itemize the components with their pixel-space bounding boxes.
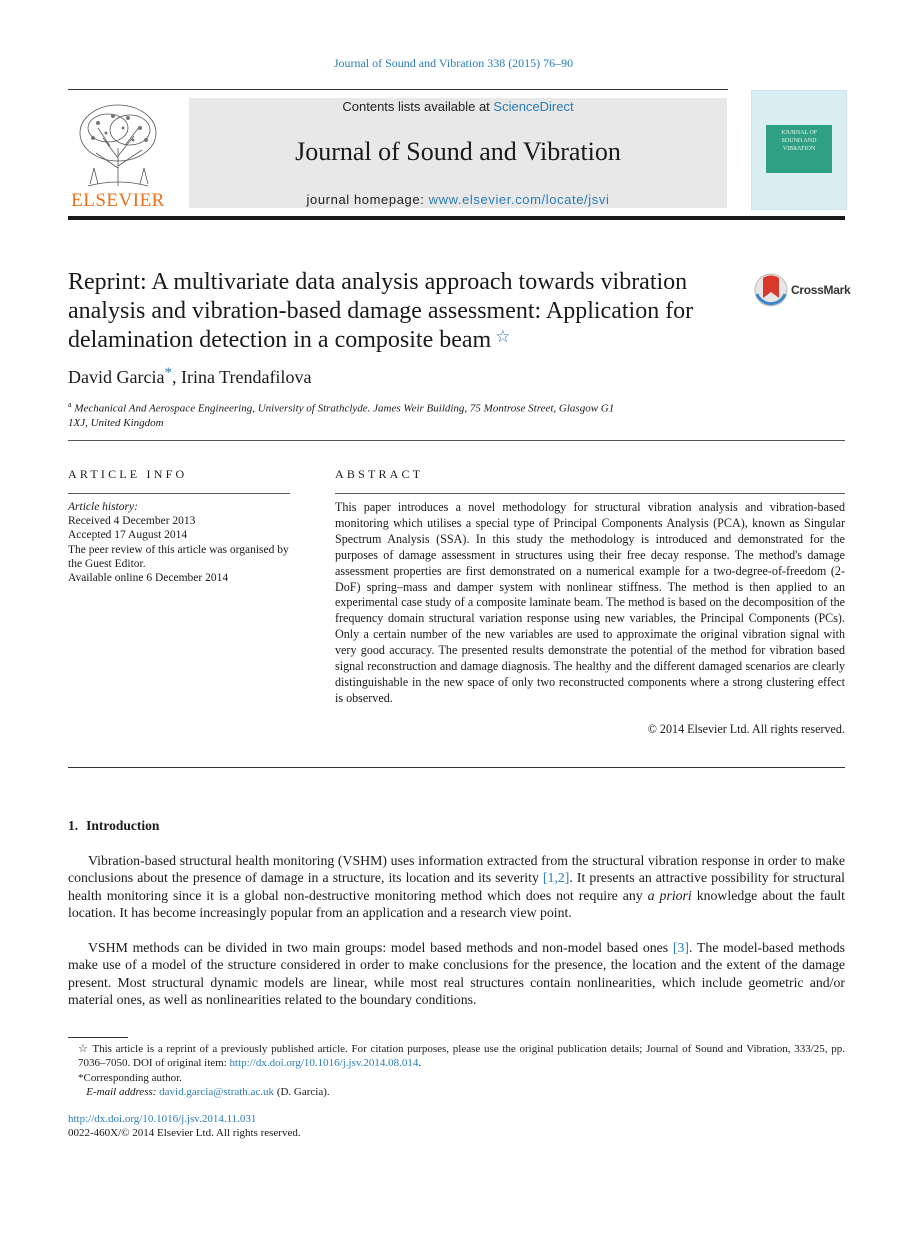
homepage-prefix: journal homepage: [306, 192, 429, 207]
peer-review-note: The peer review of this article was organised by the Guest Editor. [68, 543, 289, 570]
issn-copyright-line: 0022-460X/© 2014 Elsevier Ltd. All rights reserved. [68, 1127, 301, 1140]
reprint-note-text: This article is a reprint of a previously published article. For citation purposes, please use the original publication details; Journal of Sound and Vibration, 333/25, pp. 7036–7050. DOI of original item: [78, 1043, 845, 1070]
header-divider [68, 440, 845, 441]
citation-bracket: [ [542, 870, 548, 886]
email-label: E-mail address: [86, 1085, 160, 1098]
footnotes [68, 1042, 845, 1099]
email-owner: (D. Garcia). [274, 1085, 330, 1098]
author-name[interactable]: Irina Trendafilova [180, 367, 312, 387]
article-title-text: Reprint: A multivariate data analysis approach towards vibration analysis and vibration-based damage assessment: Application for delamination detection in a composite beam [68, 269, 694, 353]
history-label: Article history: [68, 501, 138, 513]
cover-title-text [766, 129, 832, 153]
article-info-heading: ARTICLE INFO [68, 467, 188, 481]
journal-reference-link[interactable]: Journal of Sound and Vibration 338 (2015) 76–90 [333, 56, 574, 70]
paragraph-text: . It presents an attractive possibility for structural health monitoring since it is a global non-destructive monitoring method which does not require any [68, 870, 845, 903]
corresponding-author-mark[interactable]: * [164, 365, 172, 381]
article-history [68, 500, 290, 585]
citation-bracket: ] [564, 870, 570, 886]
author-list [68, 367, 311, 388]
journal-title: Journal of Sound and Vibration [295, 137, 621, 166]
cover-text-line: VIBRATION [782, 146, 816, 152]
citation-number[interactable]: 1 [547, 870, 555, 886]
journal-homepage-line [189, 192, 727, 207]
sciencedirect-link[interactable]: ScienceDirect [493, 99, 574, 114]
footnote-mark: * [78, 1071, 84, 1084]
paragraph-text: Vibration-based structural health monitoring (VSHM) uses information extracted from the structural vibration response in order to make conclusions about the presence of damage in a structure, its location and its severity [68, 853, 845, 886]
footnote-rule [68, 1037, 128, 1038]
author-name[interactable]: David Garcia [68, 367, 165, 387]
cover-text-line: SOUND AND [781, 138, 817, 144]
paragraph-text: VSHM methods can be divided in two main groups: model based methods and non-model based ones [88, 940, 673, 955]
paragraph-text: knowledge about the fault location. It has become increasingly popular from an application and a research view point. [68, 887, 845, 921]
section-number: 1. [68, 818, 79, 833]
email-footnote [68, 1085, 845, 1099]
intro-paragraph-2 [68, 939, 845, 1009]
affiliation [68, 398, 628, 430]
cover-text-line: JOURNAL OF [780, 130, 818, 136]
reprint-footnote [68, 1042, 845, 1071]
elsevier-wordmark: ELSEVIER [71, 190, 165, 211]
original-doi-link[interactable]: http://dx.doi.org/10.1016/j.jsv.2014.08.014 [229, 1057, 419, 1070]
crossmark-label[interactable]: CrossMark [791, 283, 851, 297]
intro-paragraph-1 [68, 852, 845, 922]
affiliation-text: Mechanical And Aerospace Engineering, University of Strathclyde. James Weir Building, 75 Montrose Street, Glasgow G1 1XJ, United Kingdom [68, 402, 615, 429]
paragraph-text: . The model-based methods make use of a model of the structure considered in order to make conclusions for the presence, the location and the extent of the damage present. Most structural dynamic models are linear, while most real structures contain nonlinearities, which include geometric and/or material ones, as well as nonlinearities related to the boundary conditions. [68, 940, 845, 1008]
citation-number[interactable]: 2 [557, 870, 565, 886]
citation-link[interactable]: [3] [672, 940, 689, 955]
affiliation-mark: a [68, 400, 72, 409]
contents-prefix: Contents lists available at [342, 99, 494, 114]
contents-line [189, 99, 727, 114]
abstract-text: This paper introduces a novel methodology for structural vibration analysis and vibration-based monitoring which utilises a special type of Principal Components Analysis (PCA), known as Singular Spectrum Analysis (SSA). In this study the methodology is introduced and demonstrated for the purposes of damage assessment in structures using their free decay response. The method's damage assessment properties are first demonstrated on a numerical example for a two-degree-of-freedom (2-DoF) spring–mass and damper system with nonlinear stiffness. The method is then applied to an experimental case study of a composite laminate beam. The method is based on the decomposition of the frequency domain structural variation response using new variables, the Principal Components (PCs). Only a certain number of the new variables are used to approximate the original vibration signal with very good accuracy. The presented results demonstrate the potential of the method for vibration based signal reconstruction and damage diagnosis. The healthy and the different damaged scenarios are clearly distinguishable in the new space of only two reconstructed components where a strong clustering effect is observed. [335, 500, 845, 705]
reprint-note-end: . [418, 1057, 422, 1070]
section-heading-introduction [68, 818, 159, 834]
abstract-heading: ABSTRACT [335, 467, 424, 481]
citation-link[interactable] [543, 870, 569, 885]
citation-separator: , [554, 870, 558, 886]
received-date: Received 4 December 2013 [68, 515, 196, 528]
footnote-star: ☆ [78, 1043, 89, 1055]
title-footnote-star[interactable]: ☆ [495, 327, 511, 346]
journal-cover-thumbnail[interactable] [751, 90, 847, 210]
doi-block [68, 1112, 301, 1141]
masthead-top-rule [68, 89, 728, 90]
article-info-rule [68, 493, 290, 494]
email-link[interactable]: david.garcia@strath.ac.uk [159, 1085, 275, 1098]
abstract-divider [68, 767, 845, 768]
available-date: Available online 6 December 2014 [68, 572, 229, 585]
abstract-copyright: © 2014 Elsevier Ltd. All rights reserved. [647, 722, 845, 736]
accepted-date: Accepted 17 August 2014 [68, 529, 188, 542]
abstract-rule [335, 493, 845, 494]
journal-homepage-link[interactable]: www.elsevier.com/locate/jsvi [428, 192, 610, 207]
masthead-bottom-rule [68, 216, 845, 220]
section-title: Introduction [86, 818, 160, 833]
article-title [68, 268, 748, 355]
corresponding-author-text: Corresponding author. [83, 1071, 182, 1084]
article-doi-link[interactable]: http://dx.doi.org/10.1016/j.jsv.2014.11.031 [68, 1113, 257, 1125]
corresponding-author-footnote [68, 1071, 845, 1085]
italic-term: a priori [647, 887, 692, 903]
author-separator: , [171, 367, 181, 387]
